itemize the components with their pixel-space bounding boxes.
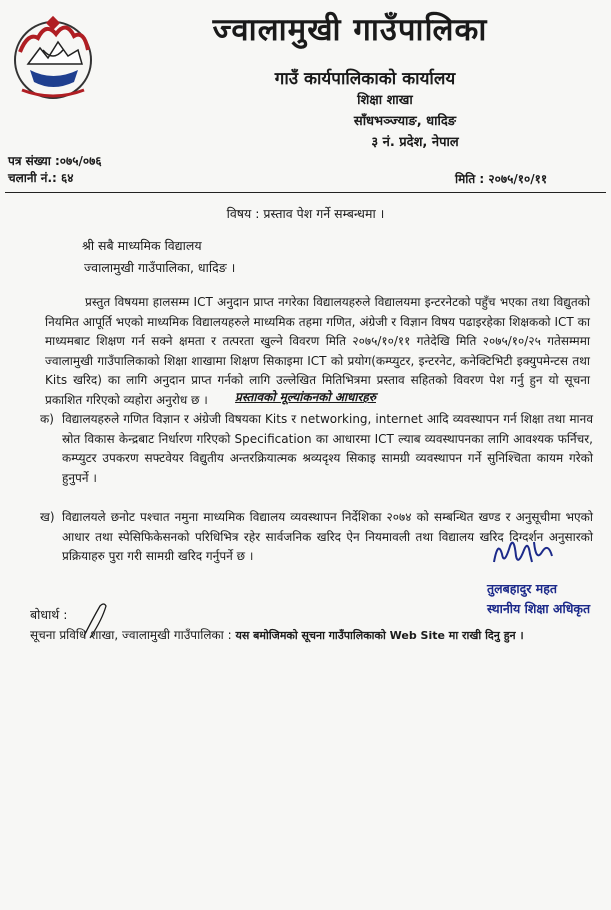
pen-mark — [80, 600, 110, 640]
item-marker: क) — [40, 412, 54, 426]
addressee-block — [82, 235, 235, 279]
letter-date: मिति : २०७५/१०/११ — [455, 172, 548, 186]
item-text: विद्यालयहरुले गणित विज्ञान र अंग्रेजी विषयका Kits र networking, internet आदि व्यवस्थापन गर्न शिक्षा तथा मानव स्रोत विकास केन्द्रबाट निर्धारण गरिएको Specification का आधारमा ICT ल्याब व्यवस्थापनका लागि आवश्यक फर्निचर, कम्प्युटर उपकरण सफ्टवेयर विद्युतीय अन्तरक्रियात्मक श्रव्यदृश्य सिकाइ सामग्री व्यवस्थापन गर्ने सुनिश्चिता कायम गरेको हुनुपर्ने । — [62, 412, 593, 485]
office-province: ३ नं. प्रदेश, नेपाल — [371, 135, 459, 150]
signer-post: स्थानीय शिक्षा अधिकृत — [487, 601, 591, 616]
nepal-government-emblem — [8, 12, 98, 102]
letterhead — [110, 10, 590, 153]
office-name: गाउँ कार्यपालिकाको कार्यालय — [274, 69, 456, 89]
cc-label: बोधार्थ : — [30, 607, 68, 622]
evaluation-heading: प्रस्तावको मूल्यांकनको आधारहरु — [235, 390, 376, 404]
criteria-item — [40, 410, 593, 488]
handwritten-signature — [488, 532, 568, 572]
addressee-line-2: ज्वालामुखी गाउँपालिका, धादिङ । — [84, 260, 236, 275]
cc-recipient: सूचना प्रविधि शाखा, ज्वालामुखी गाउँपालिका : — [30, 628, 232, 642]
item-text: विद्यालयले छनोट पश्चात नमुना माध्यमिक विद्यालय व्यवस्थापन निर्देशिका २०७४ को सम्बन्धित खण्ड र अनुसूचीमा भएको आधार तथा स्पेसिफिकेसनको परिधिभित्र रहेर सार्वजनिक खरिद ऐन नियमावली तथा विद्यालय खरिद दिग्दर्शन अनुसारको प्रक्रियाहरु पुरा गरी सामग्री खरिद गर्नुपर्ने छ । — [62, 510, 593, 563]
header-rule — [5, 192, 606, 193]
dispatch-number: चलानी नं.: ६४ — [8, 171, 74, 185]
letter-subject: विषय : प्रस्ताव पेश गर्ने सम्बन्धमा । — [226, 206, 385, 221]
cc-instruction: यस बमोजिमको सूचना गाउँपालिकाको Web Site मा राखी दिनु हुन । — [235, 629, 524, 642]
body-paragraph: प्रस्तुत विषयमा हालसम्म ICT अनुदान प्राप्त नगरेका विद्यालयहरुले विद्यालयमा इन्टरनेटको पहुँच भएका तथा विद्युतको नियमित आपूर्ति भएको माध्यमिक विद्यालयहरुले माध्यमिक तहमा गणित, अंग्रेजी र विज्ञान विषय पढाइरहेका शिक्षकको ICT का माध्यमबाट शिक्षण गर्न सक्ने क्षमता र तत्परता खुल्ने विवरण मिति २०७५/१०/११ गतेदेखि मिति २०७५/१०/२५ गतेसम्ममा ज्वालामुखी गाउँपालिकाको शिक्षा शाखामा शिक्षण सिकाइमा ICT को प्रयोग(कम्प्युटर, इन्टरनेट, कनेक्टिभिटी इक्युपमेन्टस तथा Kits खरिद) का लागि अनुदान प्राप्त गर्नको लागि उल्लेखित मितिभित्रमा प्रस्ताव सहितको विवरण पेश गर्नु हुन यो सूचना प्रकाशित गरिएको व्यहोरा अनुरोध छ । — [45, 295, 590, 407]
office-address: साँधभञ्ज्याङ, धादिङ — [353, 114, 457, 129]
municipality-title: ज्वालामुखी गाउँपालिका — [212, 12, 488, 48]
section-name: शिक्षा शाखा — [357, 93, 413, 108]
letter-number: पत्र संख्या :०७५/०७६ — [8, 154, 102, 168]
item-marker: ख) — [40, 510, 55, 524]
addressee-line-1: श्री सबै माध्यमिक विद्यालय — [82, 238, 202, 253]
signer-name: तुलबहादुर महत — [487, 581, 557, 596]
